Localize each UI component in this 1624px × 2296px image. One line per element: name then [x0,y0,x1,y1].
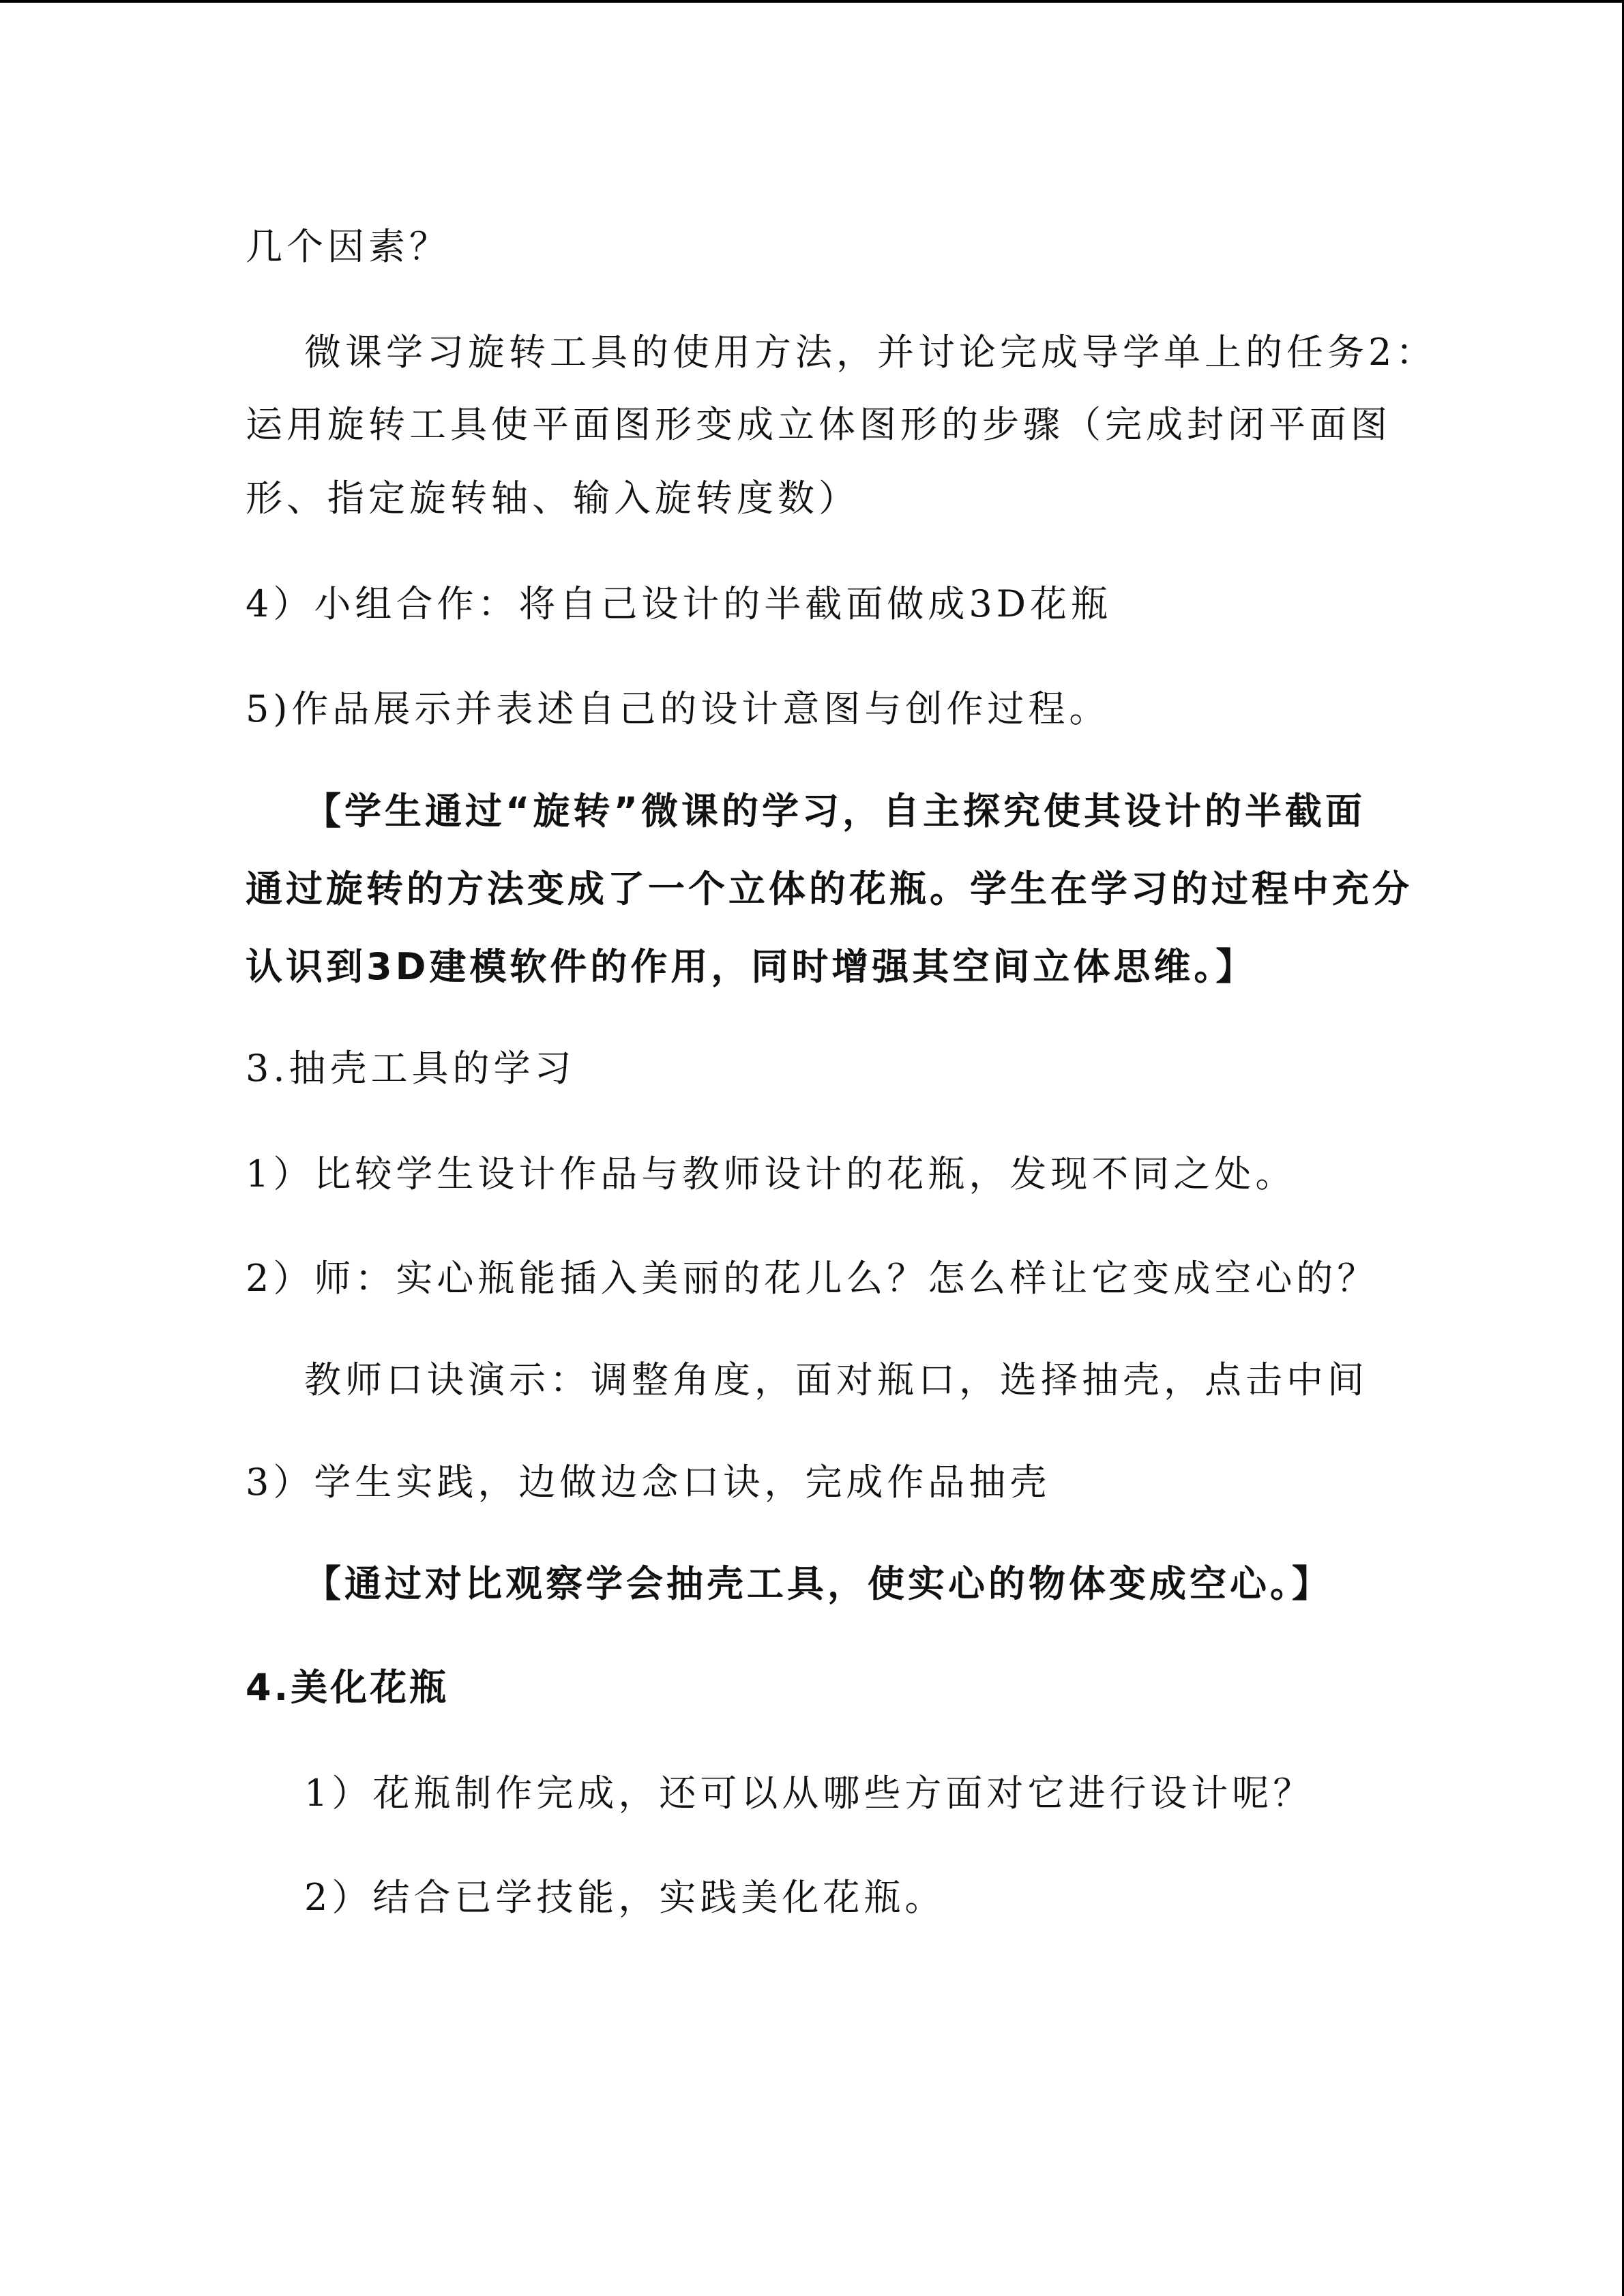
list-item: 2）结合已学技能，实践美化花瓶。 [304,1876,946,1919]
bold-note-line: 认识到3D建模软件的作用，同时增强其空间立体思维。】 [246,945,1256,988]
bold-note-line: 通过旋转的方法变成了一个立体的花瓶。学生在学习的过程中充分 [246,867,1413,910]
bold-note-line: 【通过对比观察学会抽壳工具，使实心的物体变成空心。】 [304,1562,1332,1605]
list-item: 2）师：实心瓶能插入美丽的花儿么？怎么样让它变成空心的？ [246,1257,1378,1300]
list-item: 4）小组合作：将自己设计的半截面做成3D花瓶 [246,582,1112,625]
paragraph-line: 运用旋转工具使平面图形变成立体图形的步骤（完成封闭平面图 [246,403,1391,446]
list-item: 3）学生实践，边做边念口诀，完成作品抽壳 [246,1461,1051,1504]
bold-note-line: 【学生通过“旋转”微课的学习，自主探究使其设计的半截面 [304,790,1365,833]
section-heading: 4.美化花瓶 [246,1666,449,1709]
document-page [246,0,1437,2296]
paragraph-line: 微课学习旋转工具的使用方法，并讨论完成导学单上的任务2： [304,331,1437,374]
list-item: 5)作品展示并表述自己的设计意图与创作过程。 [246,687,1110,730]
paragraph-line: 几个因素？ [246,225,450,268]
paragraph-line: 教师口诀演示：调整角度，面对瓶口，选择抽壳，点击中间 [304,1358,1368,1401]
list-item: 1）花瓶制作完成，还可以从哪些方面对它进行设计呢？ [304,1772,1314,1815]
list-item: 1）比较学生设计作品与教师设计的花瓶，发现不同之处。 [246,1152,1297,1195]
section-heading: 3.抽壳工具的学习 [246,1047,576,1090]
paragraph-line: 形、指定旋转轴、输入旋转度数） [246,477,859,520]
